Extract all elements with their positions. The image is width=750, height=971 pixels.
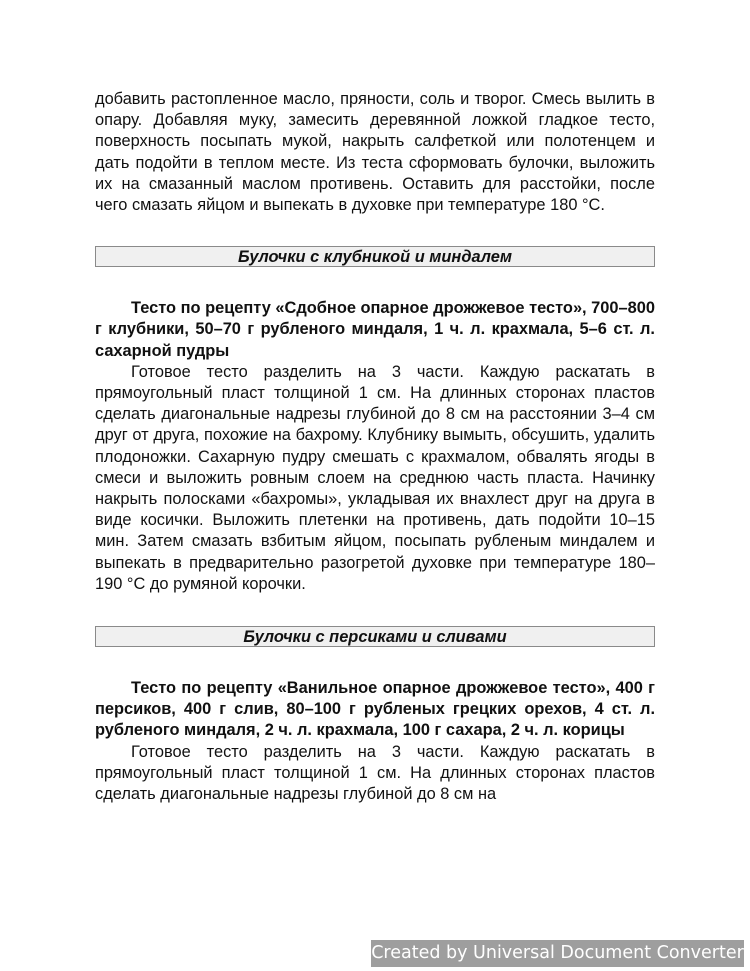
recipe-title-peach-plum: Булочки с персиками и сливами bbox=[95, 626, 655, 647]
document-page bbox=[95, 89, 655, 805]
recipe-ingredients-peach-plum: Тесто по рецепту «Ванильное опарное дрожжевое тесто», 400 г персиков, 400 г слив, 80–100 г рубленых грецких орехов, 4 ст. л. рубленого миндаля, 2 ч. л. крахмала, 100 г сахара, 2 ч. л. корицы bbox=[95, 679, 655, 740]
recipe-instructions-strawberry: Готовое тесто разделить на 3 части. Каждую раскатать в прямоугольный пласт толщиной 1 см. На длинных сторонах пластов сделать диагональные надрезы глубиной до 8 см на расстоянии 3–4 см друг от друга, похожие на бахрому. Клубнику вымыть, обсушить, удалить плодоножки. Сахарную пудру смешать с крахмалом, обвалять ягоды в смеси и выложить ровным слоем на среднюю часть пласта. Начинку накрыть полосками «бахромы», укладывая их внахлест друг на друга в виде косички. Выложить плетенки на противень, дать подойти 10–15 мин. Затем смазать взбитым яйцом, посыпать рубленым миндалем и выпекать в предварительно разогретой духовке при температуре 180–190 °С до румяной корочки. bbox=[95, 362, 655, 593]
recipe-ingredients-strawberry: Тесто по рецепту «Сдобное опарное дрожжевое тесто», 700–800 г клубники, 50–70 г рубленого миндаля, 1 ч. л. крахмала, 5–6 ст. л. сахарной пудры bbox=[95, 299, 655, 360]
intro-paragraph: добавить растопленное масло, пряности, соль и творог. Смесь вылить в опару. Добавляя муку, замесить деревянной ложкой гладкое тесто, поверхность посыпать мукой, накрыть салфеткой или полотенцем и дать подойти в теплом месте. Из теста сформовать булочки, выложить их на смазанный маслом противень. Оставить для расстойки, после чего смазать яйцом и выпекать в духовке при температуре 180 °С. bbox=[95, 90, 655, 215]
recipe-instructions-peach-plum: Готовое тесто разделить на 3 части. Каждую раскатать в прямоугольный пласт толщиной 1 см. На длинных сторонах пластов сделать диагональные надрезы глубиной до 8 см на bbox=[95, 742, 655, 804]
converter-watermark: Created by Universal Document Converter bbox=[371, 940, 744, 967]
recipe-title-strawberry: Булочки с клубникой и миндалем bbox=[95, 246, 655, 267]
